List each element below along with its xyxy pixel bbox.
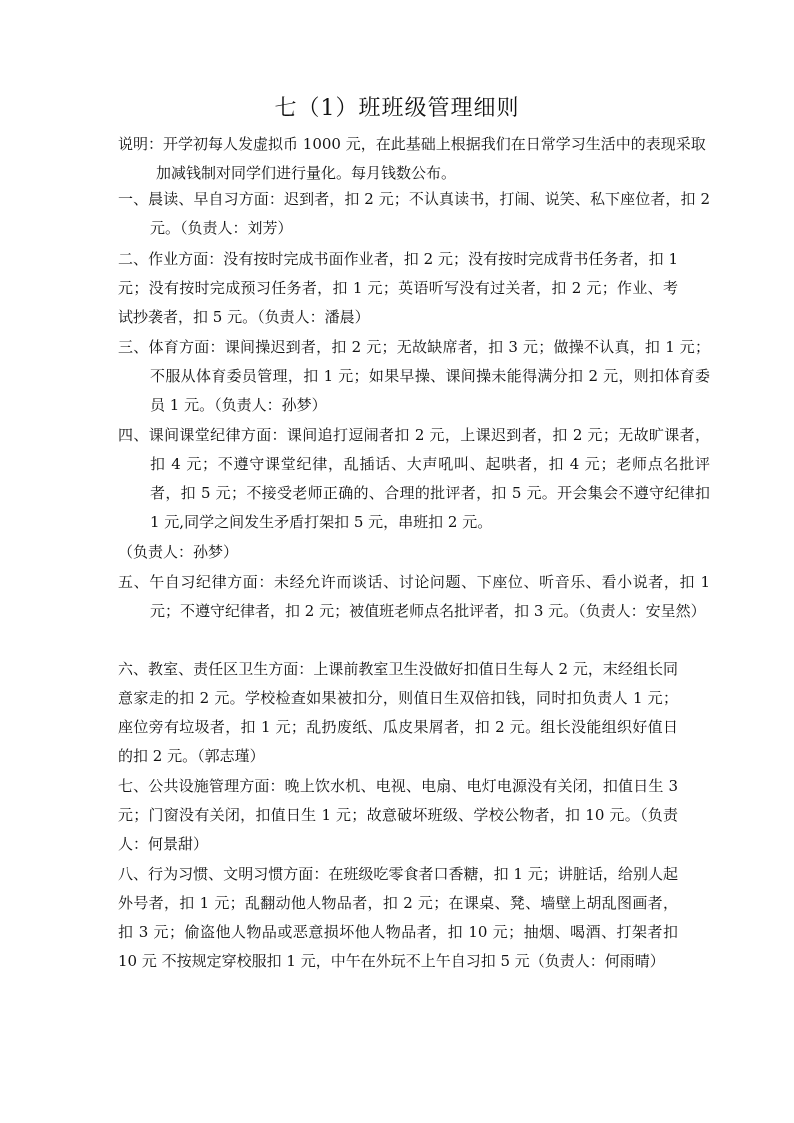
section-noon-study: 五、午自习纪律方面：未经允许而谈话、讨论问题、下座位、听音乐、看小说者，扣 1 元；不遵守纪律者，扣 2 元；被值班老师点名批评者，扣 3 元。（负责人：安呈然） xyxy=(118,573,710,620)
section-behavior-habits: 八、行为习惯、文明习惯方面：在班级吃零食者口香糖，扣 1 元；讲脏话，给别人起外号者，扣 1 元；乱翻动他人物品者，扣 2 元；在课桌、凳、墙壁上胡乱图画者，扣 3 元；偷盗他人物品或恶意损坏他人物品者，扣 10 元；抽烟、喝酒、打架者扣 10 元 不按规定穿校服扣 1 元，中午在外玩不上午自习扣 5 元（负责人：何雨晴） xyxy=(118,865,678,970)
section-class-discipline: 四、课间课堂纪律方面：课间追打逗闹者扣 2 元，上课迟到者，扣 2 元；无故旷课者，扣 4 元；不遵守课堂纪律，乱插话、大声吼叫、起哄者，扣 4 元；老师点名批评者，扣 5 元；不接受老师正确的、合理的批评者，扣 5 元。开会集会不遵守纪律扣 1 元,同学之间发生矛盾打架扣 5 元，串班扣 2 元。 xyxy=(118,426,710,531)
intro-paragraph: 说明：开学初每人发虚拟币 1000 元，在此基础上根据我们在日常学习生活中的表现采取加减钱制对同学们进行量化。每月钱数公布。 xyxy=(118,135,706,182)
section-hygiene: 六、教室、责任区卫生方面：上课前教室卫生没做好扣值日生每人 2 元，末经组长同意家走的扣 2 元。学校检查如果被扣分，则值日生双倍扣钱，同时扣负责人 1 元；座位旁有垃圾者，扣 1 元；乱扔废纸、瓜皮果屑者，扣 2 元。组长没能组织好值日的扣 2 元。（郭志瑾） xyxy=(118,660,678,765)
document-title: 七（1）班班级管理细则 xyxy=(274,96,520,121)
section-public-facilities: 七、公共设施管理方面：晚上饮水机、电视、电扇、电灯电源没有关闭，扣值日生 3 元；门窗没有关闭，扣值日生 1 元；故意破坏班级、学校公物者，扣 10 元。（负责人：何景甜） xyxy=(118,777,678,853)
section-morning-reading: 一、晨读、早自习方面：迟到者，扣 2 元；不认真读书，打闹、说笑、私下座位者，扣 2 元。（负责人：刘芳） xyxy=(118,190,710,237)
section-class-discipline-owner: （负责人：孙梦） xyxy=(118,543,239,561)
section-sports: 三、体育方面：课间操迟到者，扣 2 元；无故缺席者，扣 3 元；做操不认真，扣 1 元；不服从体育委员管理，扣 1 元；如果早操、课间操未能得满分扣 2 元，则扣体育委员 1 元。（负责人：孙梦） xyxy=(118,338,710,414)
section-homework: 二、作业方面：没有按时完成书面作业者，扣 2 元；没有按时完成背书任务者，扣 1 元；没有按时完成预习任务者，扣 1 元；英语听写没有过关者，扣 2 元；作业、考试抄袭者，扣 5 元。（负责人：潘晨） xyxy=(118,250,678,326)
